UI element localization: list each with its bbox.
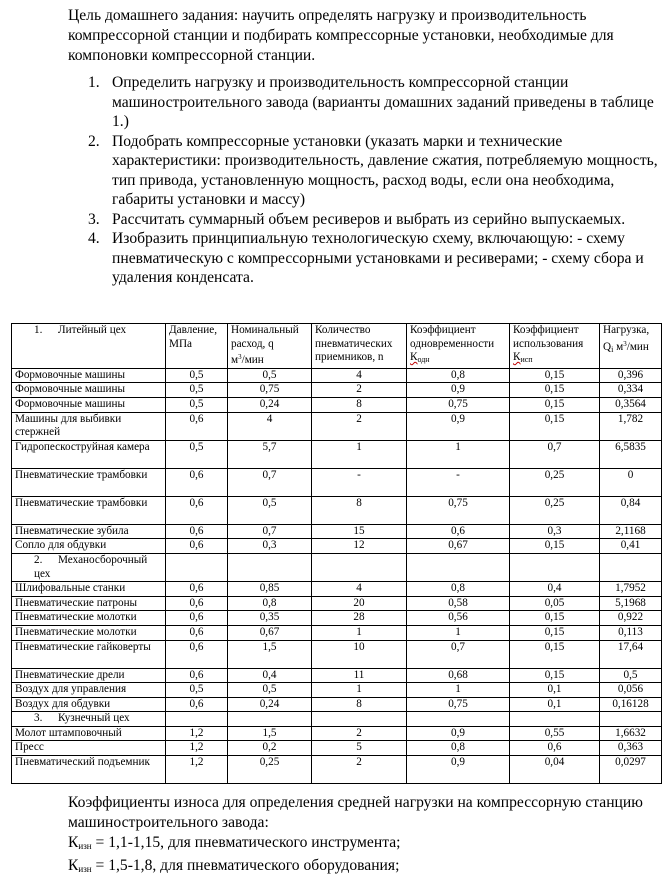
- cell-pressure: 0,5: [166, 397, 228, 412]
- k-subscript: изн: [78, 864, 92, 874]
- cell-k-simult: 0,7: [407, 640, 510, 668]
- unit-rest: /мин: [626, 340, 649, 353]
- cell-k-simult: 1: [407, 440, 510, 468]
- cell-name: Пневматические дрели: [12, 668, 166, 683]
- cell-flow: 0,3: [228, 539, 312, 554]
- section-title: Литейный цех: [58, 324, 127, 336]
- cell-k-simult: 0,58: [407, 596, 510, 611]
- cell-flow: 0,5: [228, 496, 312, 524]
- table-row: [12, 397, 662, 412]
- cell-name: Формовочные машины: [12, 368, 166, 383]
- cell-flow: 1,5: [228, 726, 312, 741]
- cell-load: 0,113: [600, 625, 662, 640]
- k-letter: К: [68, 834, 79, 851]
- cell-count: 28: [312, 611, 407, 626]
- homework-goal-paragraph: Цель домашнего задания: научить определять нагрузку и производительность компрессорной станции и подбирать компрессорные установки, необходимые для компоновки компрессорной станции.: [68, 7, 614, 64]
- cell-k-simult: -: [407, 468, 510, 496]
- cell-k-use: 0,15: [510, 397, 600, 412]
- cell-name: Формовочные машины: [12, 397, 166, 412]
- cell-flow: 0,7: [228, 468, 312, 496]
- cell-load: 0,84: [600, 496, 662, 524]
- cell-load: 0,5: [600, 668, 662, 683]
- cell-pressure: 0,6: [166, 596, 228, 611]
- task-list: [88, 73, 658, 288]
- cell-name: Пресс: [12, 741, 166, 756]
- empty-cell: [166, 553, 228, 581]
- header-pressure: Давление, МПа: [166, 324, 228, 369]
- cell-k-simult: 0,75: [407, 496, 510, 524]
- cell-pressure: 0,5: [166, 440, 228, 468]
- cell-name: Пневматические патроны: [12, 596, 166, 611]
- cell-k-use: 0,15: [510, 668, 600, 683]
- cell-pressure: 0,6: [166, 539, 228, 554]
- cell-flow: 0,24: [228, 697, 312, 712]
- task-number: 2.: [88, 132, 100, 150]
- notes-equipment-text: = 1,5-1,8, для пневматического оборудования;: [91, 857, 400, 874]
- header-load-label: Нагрузка,: [603, 324, 650, 336]
- empty-cell: [166, 712, 228, 727]
- cell-pressure: 0,5: [166, 683, 228, 698]
- cell-load: 1,7952: [600, 582, 662, 597]
- section-number: 1.: [34, 324, 43, 336]
- cell-k-use: 0,15: [510, 368, 600, 383]
- cell-load: 2,1168: [600, 524, 662, 539]
- cell-k-use: 0,15: [510, 625, 600, 640]
- table-row: [12, 611, 662, 626]
- header-flow-label: Номинальный расход, q: [231, 324, 299, 350]
- cell-flow: 4: [228, 412, 312, 440]
- cell-name: Воздух для управления: [12, 683, 166, 698]
- header-k-use-label: Коэффициент использования: [513, 324, 584, 350]
- notes-tools-text: = 1,1-1,15, для пневматического инструмента;: [91, 834, 401, 851]
- unit-m: м: [231, 354, 239, 367]
- table-row: [12, 625, 662, 640]
- cell-k-use: 0,15: [510, 640, 600, 668]
- table-row: [12, 726, 662, 741]
- cell-load: 0,16128: [600, 697, 662, 712]
- cell-k-use: 0,04: [510, 756, 600, 784]
- cell-k-use: 0,15: [510, 383, 600, 398]
- cell-load: 0,334: [600, 383, 662, 398]
- k-subscript: одн: [417, 355, 430, 365]
- header-k-usage: [510, 324, 600, 369]
- cell-flow: 0,85: [228, 582, 312, 597]
- cell-flow: 0,25: [228, 756, 312, 784]
- cell-count: 2: [312, 412, 407, 440]
- cell-name: Сопло для обдувки: [12, 539, 166, 554]
- task-text: Подобрать компрессорные установки (указать марки и технические характеристики: производительность, давление сжатия, потребляемую мощность, тип привода, установленную мощность, расход воды, если она необходима, габариты установки и массу): [112, 132, 658, 208]
- section-number: 2.: [34, 553, 43, 566]
- header-count: Количество пневматических приемников, n: [312, 324, 407, 369]
- cell-k-simult: 0,8: [407, 368, 510, 383]
- cell-flow: 0,75: [228, 383, 312, 398]
- header-k-simultaneity: [407, 324, 510, 369]
- section-heading: [12, 712, 166, 727]
- unit-rest: /мин: [241, 354, 264, 367]
- cell-flow: 0,7: [228, 524, 312, 539]
- cell-name: Пневматические трамбовки: [12, 496, 166, 524]
- table-row: [12, 412, 662, 440]
- cell-load: 1,6632: [600, 726, 662, 741]
- cell-flow: 1,5: [228, 640, 312, 668]
- task-item: [88, 73, 658, 132]
- cell-count: 15: [312, 524, 407, 539]
- cell-k-use: 0,55: [510, 726, 600, 741]
- cell-k-simult: 0,67: [407, 539, 510, 554]
- cell-pressure: 0,6: [166, 582, 228, 597]
- cell-count: 11: [312, 668, 407, 683]
- cell-count: 1: [312, 440, 407, 468]
- cell-count: 8: [312, 496, 407, 524]
- cell-name: Пневматический подъемник: [12, 756, 166, 784]
- cell-count: 8: [312, 397, 407, 412]
- cell-pressure: 0,6: [166, 524, 228, 539]
- wear-coefficients-notes: [68, 793, 658, 879]
- notes-tools-line: [68, 833, 658, 856]
- empty-cell: [600, 712, 662, 727]
- empty-cell: [510, 712, 600, 727]
- cell-load: 6,5835: [600, 440, 662, 468]
- cell-pressure: 1,2: [166, 756, 228, 784]
- section-row-2: [12, 553, 662, 581]
- k-use-symbol: [513, 351, 533, 363]
- cell-name: Пневматические зубила: [12, 524, 166, 539]
- cell-name: Пневматические молотки: [12, 611, 166, 626]
- cell-load: 5,1968: [600, 596, 662, 611]
- section-number: 3.: [34, 712, 43, 725]
- unit-m: м: [613, 340, 624, 353]
- cell-pressure: 0,5: [166, 368, 228, 383]
- task-number: 1.: [88, 74, 100, 91]
- empty-cell: [312, 553, 407, 581]
- empty-cell: [228, 553, 312, 581]
- cell-load: 1,782: [600, 412, 662, 440]
- section-title: Кузнечный цех: [58, 712, 130, 725]
- cell-flow: 0,35: [228, 611, 312, 626]
- task-number: 4.: [88, 230, 100, 247]
- cell-pressure: 0,6: [166, 611, 228, 626]
- cell-flow: 0,8: [228, 596, 312, 611]
- compressor-load-table: [11, 323, 662, 784]
- empty-cell: [407, 712, 510, 727]
- cell-load: 0,396: [600, 368, 662, 383]
- cell-count: 4: [312, 368, 407, 383]
- cell-k-simult: 1: [407, 625, 510, 640]
- table-row: [12, 668, 662, 683]
- table-row: [12, 539, 662, 554]
- cell-load: 0: [600, 468, 662, 496]
- cell-k-simult: 0,9: [407, 383, 510, 398]
- k-letter: К: [68, 857, 79, 874]
- section-row-3: [12, 712, 662, 727]
- q-letter: Q: [603, 340, 612, 353]
- table-row: [12, 683, 662, 698]
- cell-count: 5: [312, 741, 407, 756]
- cell-count: 10: [312, 640, 407, 668]
- cell-pressure: 0,6: [166, 412, 228, 440]
- task-text: Определить нагрузку и производительность компрессорной станции машиностроительного завода (варианты домашних заданий приведены в таблице 1.): [112, 74, 654, 130]
- cell-name: Формовочные машины: [12, 383, 166, 398]
- table-row: [12, 468, 662, 496]
- cell-k-simult: 0,68: [407, 668, 510, 683]
- cell-count: 1: [312, 683, 407, 698]
- table-row: [12, 756, 662, 784]
- cell-k-use: 0,1: [510, 683, 600, 698]
- unit-sup: 3: [238, 353, 242, 362]
- cell-k-use: 0,4: [510, 582, 600, 597]
- cell-flow: 5,7: [228, 440, 312, 468]
- cell-k-simult: 0,8: [407, 741, 510, 756]
- cell-pressure: 0,6: [166, 697, 228, 712]
- task-text: Изобразить принципиальную технологическую схему, включающую: - схему пневматическую с компрессорными установками и ресиверами; - схему сбора и удаления конденсата.: [112, 230, 644, 286]
- cell-load: 0,922: [600, 611, 662, 626]
- cell-pressure: 1,2: [166, 741, 228, 756]
- cell-load: 0,056: [600, 683, 662, 698]
- cell-k-use: 0,25: [510, 496, 600, 524]
- notes-equipment-line: [68, 856, 658, 879]
- table-row: [12, 596, 662, 611]
- empty-cell: [312, 712, 407, 727]
- cell-name: Молот штамповочный: [12, 726, 166, 741]
- cell-k-simult: 1: [407, 683, 510, 698]
- cell-k-simult: 0,75: [407, 697, 510, 712]
- cell-count: 4: [312, 582, 407, 597]
- cell-k-use: 0,15: [510, 611, 600, 626]
- cell-count: 8: [312, 697, 407, 712]
- header-load: [600, 324, 662, 369]
- cell-flow: 0,5: [228, 683, 312, 698]
- k-simult-symbol: [410, 351, 430, 363]
- cell-name: Пневматические молотки: [12, 625, 166, 640]
- cell-flow: 0,2: [228, 741, 312, 756]
- cell-pressure: 0,6: [166, 468, 228, 496]
- cell-count: 2: [312, 383, 407, 398]
- cell-pressure: 0,5: [166, 383, 228, 398]
- cell-load: 0,0297: [600, 756, 662, 784]
- cell-name: Пневматические трамбовки: [12, 468, 166, 496]
- table-row: [12, 440, 662, 468]
- cell-k-simult: 0,9: [407, 756, 510, 784]
- table-row: [12, 640, 662, 668]
- cell-k-use: 0,25: [510, 468, 600, 496]
- table-row: [12, 383, 662, 398]
- cell-pressure: 0,6: [166, 625, 228, 640]
- q-subscript: i: [611, 344, 614, 354]
- cell-load: 0,41: [600, 539, 662, 554]
- cell-name: Машины для выбивки стержней: [12, 412, 166, 440]
- cell-load: 17,64: [600, 640, 662, 668]
- cell-k-use: 0,05: [510, 596, 600, 611]
- task-item: [88, 210, 658, 230]
- cell-pressure: 0,6: [166, 640, 228, 668]
- table-row: [12, 368, 662, 383]
- empty-cell: [407, 553, 510, 581]
- cell-pressure: 0,6: [166, 496, 228, 524]
- cell-k-simult: 0,6: [407, 524, 510, 539]
- table-row: [12, 697, 662, 712]
- cell-k-simult: 0,9: [407, 412, 510, 440]
- cell-k-use: 0,6: [510, 741, 600, 756]
- task-number: 3.: [88, 210, 100, 228]
- table-row: [12, 524, 662, 539]
- k-letter: К: [513, 351, 521, 364]
- cell-name: Воздух для обдувки: [12, 697, 166, 712]
- cell-k-simult: 0,9: [407, 726, 510, 741]
- cell-k-use: 0,15: [510, 539, 600, 554]
- cell-k-simult: 0,8: [407, 582, 510, 597]
- k-letter: К: [410, 351, 418, 364]
- header-flow: [228, 324, 312, 369]
- k-subscript: исп: [520, 355, 533, 365]
- cell-k-use: 0,3: [510, 524, 600, 539]
- cell-load: 0,3564: [600, 397, 662, 412]
- cell-flow: 0,24: [228, 397, 312, 412]
- empty-cell: [510, 553, 600, 581]
- cell-count: 2: [312, 726, 407, 741]
- cell-count: 20: [312, 596, 407, 611]
- unit-sup: 3: [623, 339, 627, 348]
- empty-cell: [228, 712, 312, 727]
- table-row: [12, 496, 662, 524]
- cell-flow: 0,5: [228, 368, 312, 383]
- header-k-simult-label: Коэффициент одновременности: [410, 324, 495, 350]
- cell-load: 0,363: [600, 741, 662, 756]
- cell-k-use: 0,1: [510, 697, 600, 712]
- cell-count: -: [312, 468, 407, 496]
- cell-name: Гидропескоструйная камера: [12, 440, 166, 468]
- cell-count: 1: [312, 625, 407, 640]
- cell-count: 2: [312, 756, 407, 784]
- task-item: [88, 132, 658, 210]
- table-row: [12, 741, 662, 756]
- empty-cell: [600, 553, 662, 581]
- header-section-1: [12, 324, 166, 369]
- cell-k-use: 0,15: [510, 412, 600, 440]
- cell-k-simult: 0,56: [407, 611, 510, 626]
- task-text: Рассчитать суммарный объем ресиверов и выбрать из серийно выпускаемых.: [112, 210, 626, 228]
- cell-count: 12: [312, 539, 407, 554]
- notes-intro: Коэффициенты износа для определения средней нагрузки на компрессорную станцию машиностроительного завода:: [68, 794, 643, 831]
- task-item: [88, 229, 658, 288]
- k-subscript: изн: [78, 841, 92, 851]
- table-header-row: [12, 324, 662, 369]
- cell-flow: 0,67: [228, 625, 312, 640]
- cell-pressure: 1,2: [166, 726, 228, 741]
- cell-name: Пневматические гайковерты: [12, 640, 166, 668]
- section-title: Механосборочный цех: [34, 553, 148, 580]
- cell-k-simult: 0,75: [407, 397, 510, 412]
- cell-name: Шлифовальные станки: [12, 582, 166, 597]
- cell-flow: 0,4: [228, 668, 312, 683]
- cell-pressure: 0,6: [166, 668, 228, 683]
- section-heading: [12, 553, 166, 581]
- cell-k-use: 0,7: [510, 440, 600, 468]
- table-row: [12, 582, 662, 597]
